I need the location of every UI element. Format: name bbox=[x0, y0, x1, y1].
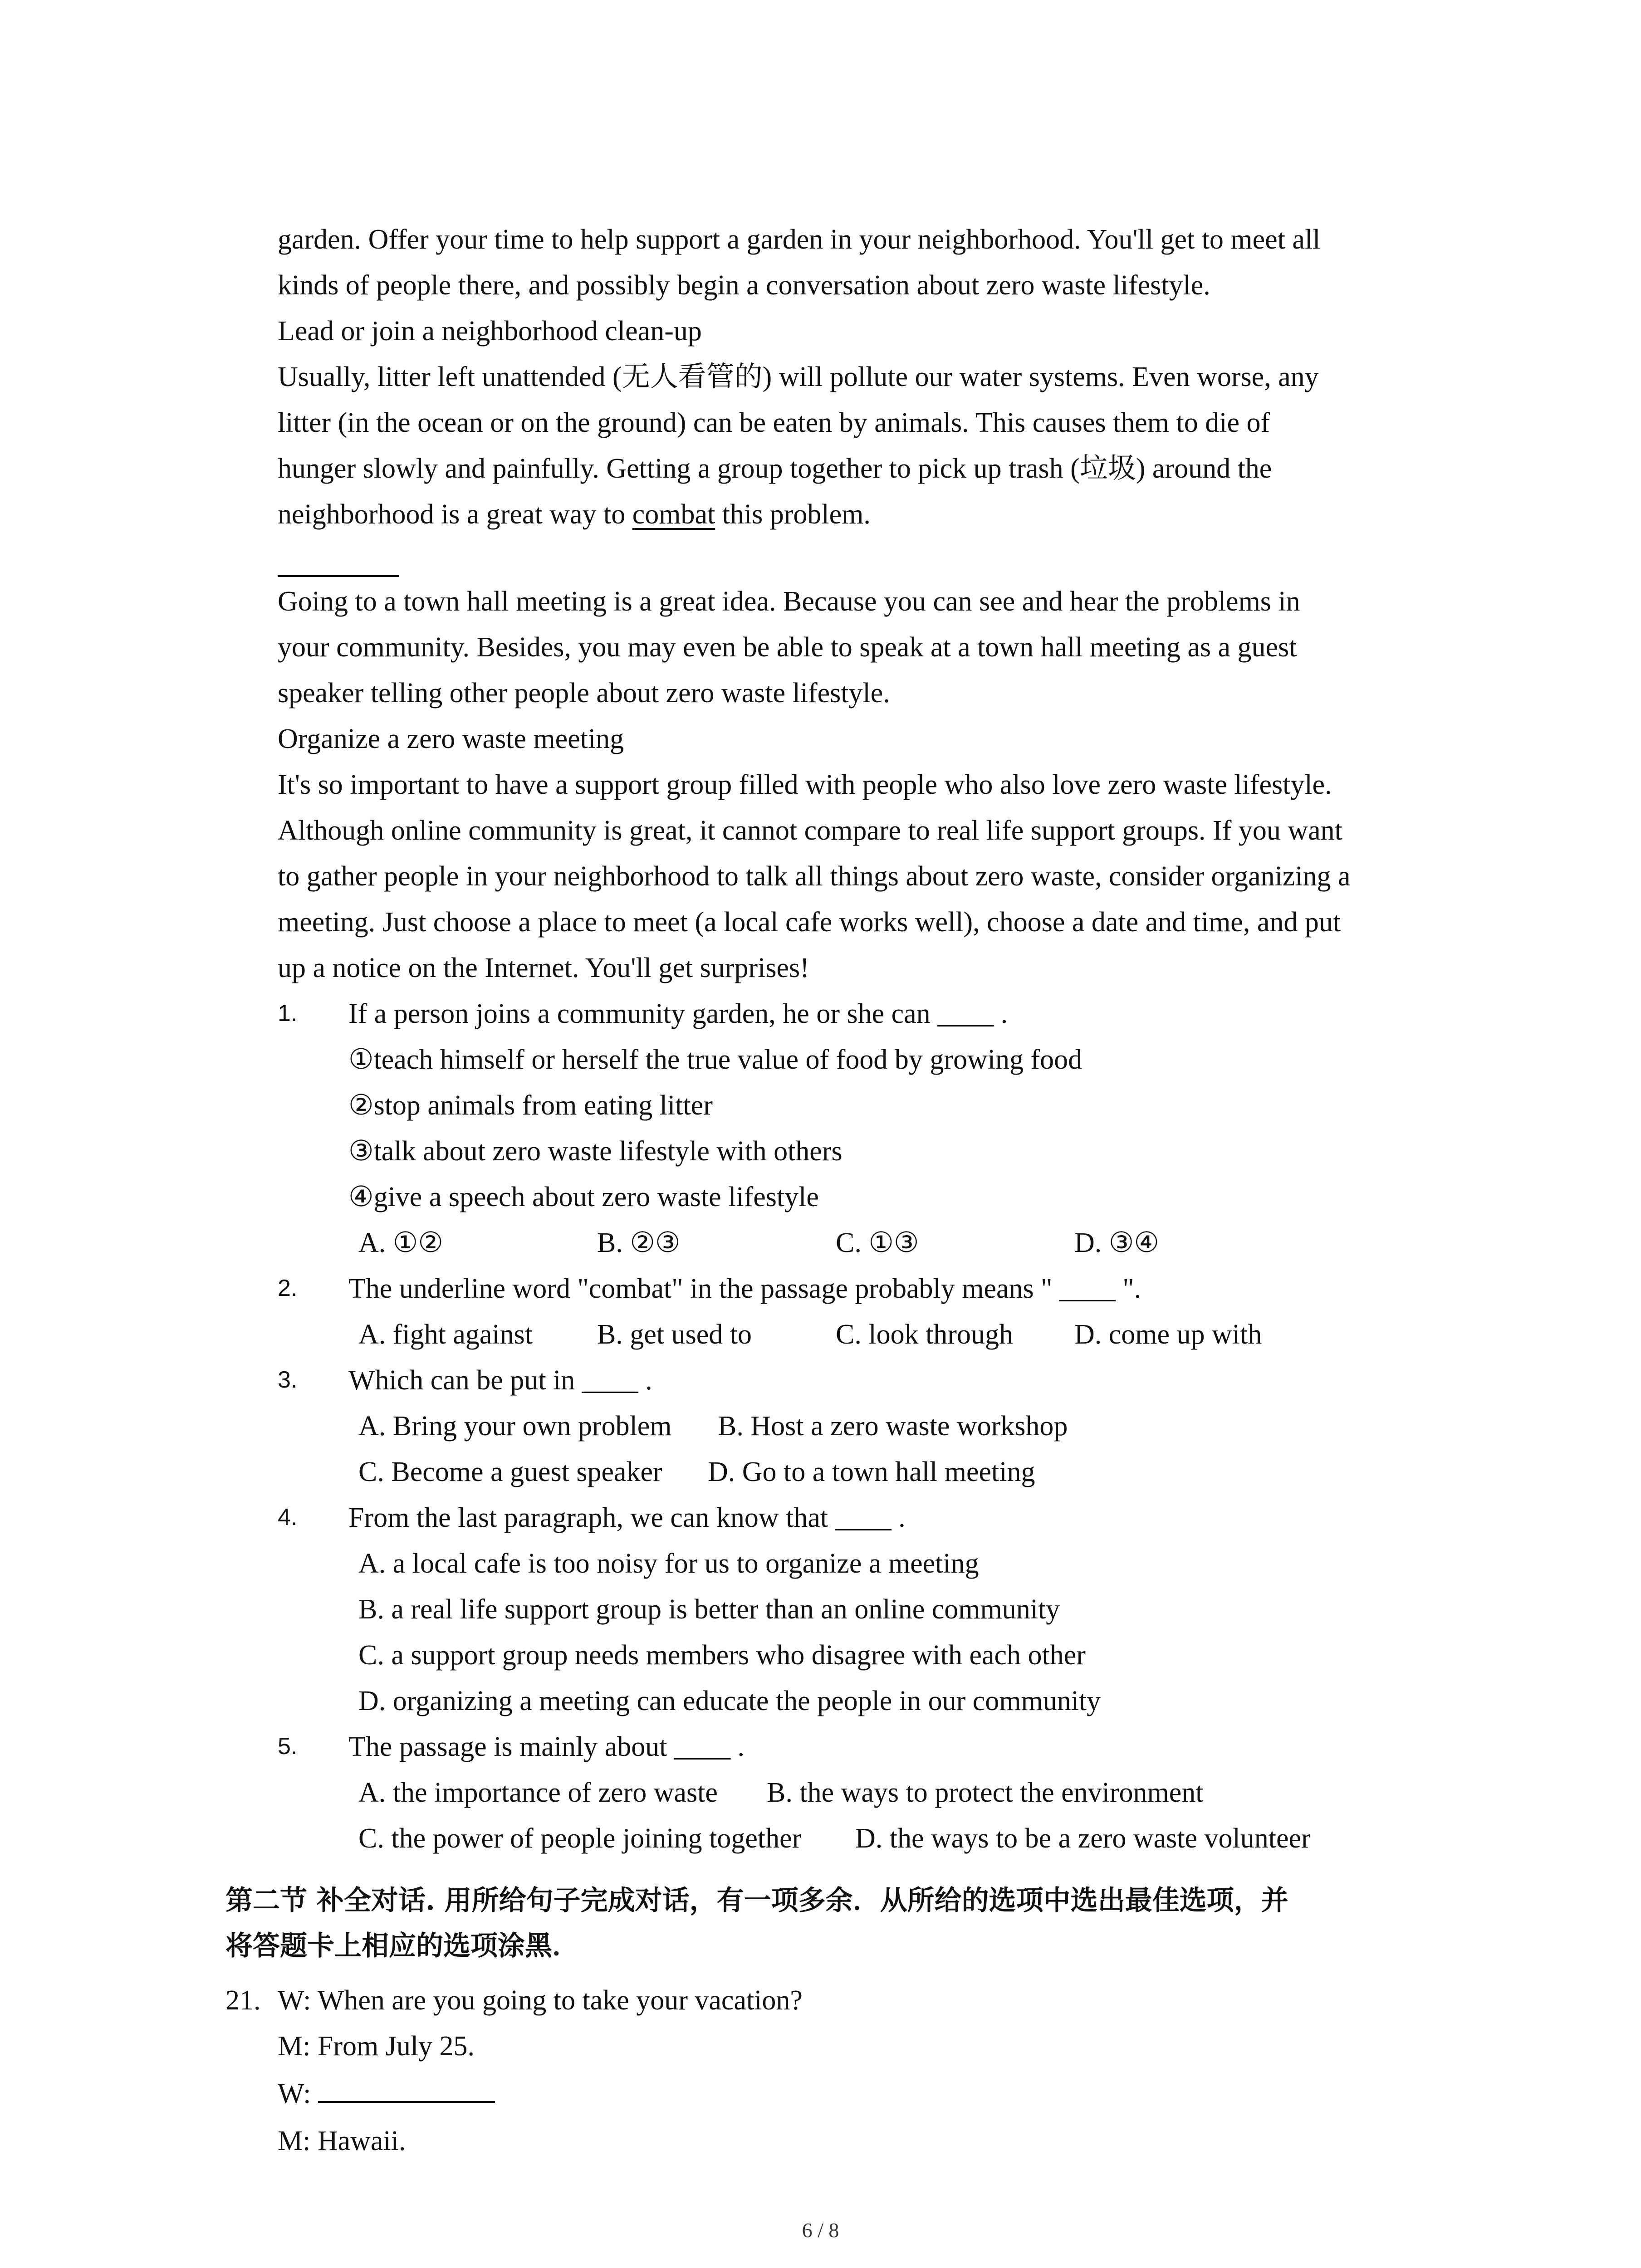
passage-text: neighborhood is a great way to bbox=[278, 499, 632, 530]
question-text: The passage is mainly about ____ . bbox=[348, 1731, 745, 1762]
passage-garden-paragraph bbox=[278, 217, 1466, 538]
question-number: 5. bbox=[278, 1733, 298, 1760]
passage-line: speaker telling other people about zero waste lifestyle. bbox=[278, 678, 890, 709]
option-a[interactable]: A. Bring your own problem bbox=[358, 1411, 672, 1442]
passage-line: litter (in the ocean or on the ground) can be eaten by animals. This causes them to die of bbox=[278, 407, 1270, 438]
option-a[interactable]: A. a local cafe is too noisy for us to organize a meeting bbox=[358, 1548, 979, 1579]
passage-text: this problem. bbox=[715, 499, 871, 530]
statement: ①teach himself or herself the true value of food by growing food bbox=[348, 1044, 1083, 1075]
option-a[interactable]: A. fight against bbox=[358, 1319, 533, 1350]
option-b[interactable]: B. the ways to protect the environment bbox=[767, 1777, 1204, 1808]
question-text: The underline word "combat" in the passage probably means " ____ ". bbox=[348, 1273, 1141, 1304]
passage-line: garden. Offer your time to help support a garden in your neighborhood. You'll get to meet all bbox=[278, 224, 1321, 255]
option-b[interactable]: B. a real life support group is better than an online community bbox=[358, 1594, 1060, 1625]
page-number: 6 / 8 bbox=[802, 2219, 839, 2242]
option-b[interactable]: B. get used to bbox=[597, 1319, 752, 1350]
passage-line: Although online community is great, it cannot compare to real life support groups. If you want bbox=[278, 815, 1342, 846]
option-d[interactable]: D. ③④ bbox=[1074, 1227, 1159, 1258]
option-b[interactable]: B. Host a zero waste workshop bbox=[718, 1411, 1068, 1442]
subheading-cleanup: Lead or join a neighborhood clean-up bbox=[278, 316, 702, 347]
question-number: 1. bbox=[278, 1000, 298, 1026]
passage-line: kinds of people there, and possibly begin a conversation about zero waste lifestyle. bbox=[278, 270, 1210, 301]
question-text: Which can be put in ____ . bbox=[348, 1365, 652, 1396]
blank-underline bbox=[278, 544, 399, 577]
section-heading-line: 第二节 补全对话. 用所给句子完成对话，有一项多余．从所给的选项中选出最佳选项，并 bbox=[225, 1885, 1288, 1916]
dialogue-line: M: From July 25. bbox=[278, 2031, 475, 2062]
question-number: 4. bbox=[278, 1504, 298, 1530]
passage-line: Going to a town hall meeting is a great idea. Because you can see and hear the problems in bbox=[278, 586, 1300, 617]
section-2-heading bbox=[225, 1878, 1464, 1969]
option-c[interactable]: C. look through bbox=[836, 1319, 1013, 1350]
dialogue-speaker: W: bbox=[278, 2078, 318, 2109]
option-a[interactable]: A. ①② bbox=[358, 1227, 443, 1258]
dialogue-line: M: Hawaii. bbox=[278, 2126, 406, 2156]
statement: ③talk about zero waste lifestyle with others bbox=[348, 1136, 843, 1167]
question-text: From the last paragraph, we can know that ____ . bbox=[348, 1502, 906, 1533]
passage-line: your community. Besides, you may even be able to speak at a town hall meeting as a guest bbox=[278, 632, 1297, 663]
subheading-meeting: Organize a zero waste meeting bbox=[278, 723, 624, 754]
option-c[interactable]: C. ①③ bbox=[836, 1227, 919, 1258]
passage-town-hall-paragraph bbox=[278, 579, 1466, 991]
passage-line: It's so important to have a support group filled with people who also love zero waste lifestyle. bbox=[278, 769, 1332, 800]
dialogue-line bbox=[278, 2071, 495, 2117]
passage-line: Usually, litter left unattended (无人看管的) will pollute our water systems. Even worse, any bbox=[278, 362, 1319, 392]
question-text: If a person joins a community garden, he or she can ____ . bbox=[348, 998, 1008, 1029]
question-number: 3. bbox=[278, 1367, 298, 1393]
dialogue-number: 21. bbox=[225, 1985, 261, 2016]
option-d[interactable]: D. come up with bbox=[1074, 1319, 1262, 1350]
option-c[interactable]: C. the power of people joining together bbox=[358, 1823, 802, 1854]
passage-line: hunger slowly and painfully. Getting a group together to pick up trash (垃圾) around the bbox=[278, 453, 1272, 484]
passage-line bbox=[278, 492, 1466, 538]
answer-blank[interactable] bbox=[318, 2073, 495, 2103]
heading-blank bbox=[278, 544, 399, 579]
underlined-word-combat: combat bbox=[632, 499, 715, 530]
statement: ②stop animals from eating litter bbox=[348, 1090, 713, 1121]
option-c[interactable]: C. Become a guest speaker bbox=[358, 1457, 662, 1487]
option-d[interactable]: D. the ways to be a zero waste volunteer bbox=[855, 1823, 1311, 1854]
question-number: 2. bbox=[278, 1275, 298, 1301]
dialogue-line: W: When are you going to take your vacation? bbox=[278, 1985, 803, 2016]
passage-line: to gather people in your neighborhood to talk all things about zero waste, consider organizing a bbox=[278, 861, 1351, 892]
option-a[interactable]: A. the importance of zero waste bbox=[358, 1777, 718, 1808]
option-c[interactable]: C. a support group needs members who disagree with each other bbox=[358, 1640, 1086, 1671]
statement: ④give a speech about zero waste lifestyle bbox=[348, 1182, 819, 1212]
option-d[interactable]: D. organizing a meeting can educate the people in our community bbox=[358, 1686, 1101, 1716]
section-heading-line: 将答题卡上相应的选项涂黑． bbox=[225, 1930, 579, 1962]
option-b[interactable]: B. ②③ bbox=[597, 1227, 681, 1258]
passage-line: meeting. Just choose a place to meet (a local cafe works well), choose a date and time, and put bbox=[278, 907, 1341, 938]
option-d[interactable]: D. Go to a town hall meeting bbox=[708, 1457, 1035, 1487]
passage-line: up a notice on the Internet. You'll get surprises! bbox=[278, 953, 809, 983]
